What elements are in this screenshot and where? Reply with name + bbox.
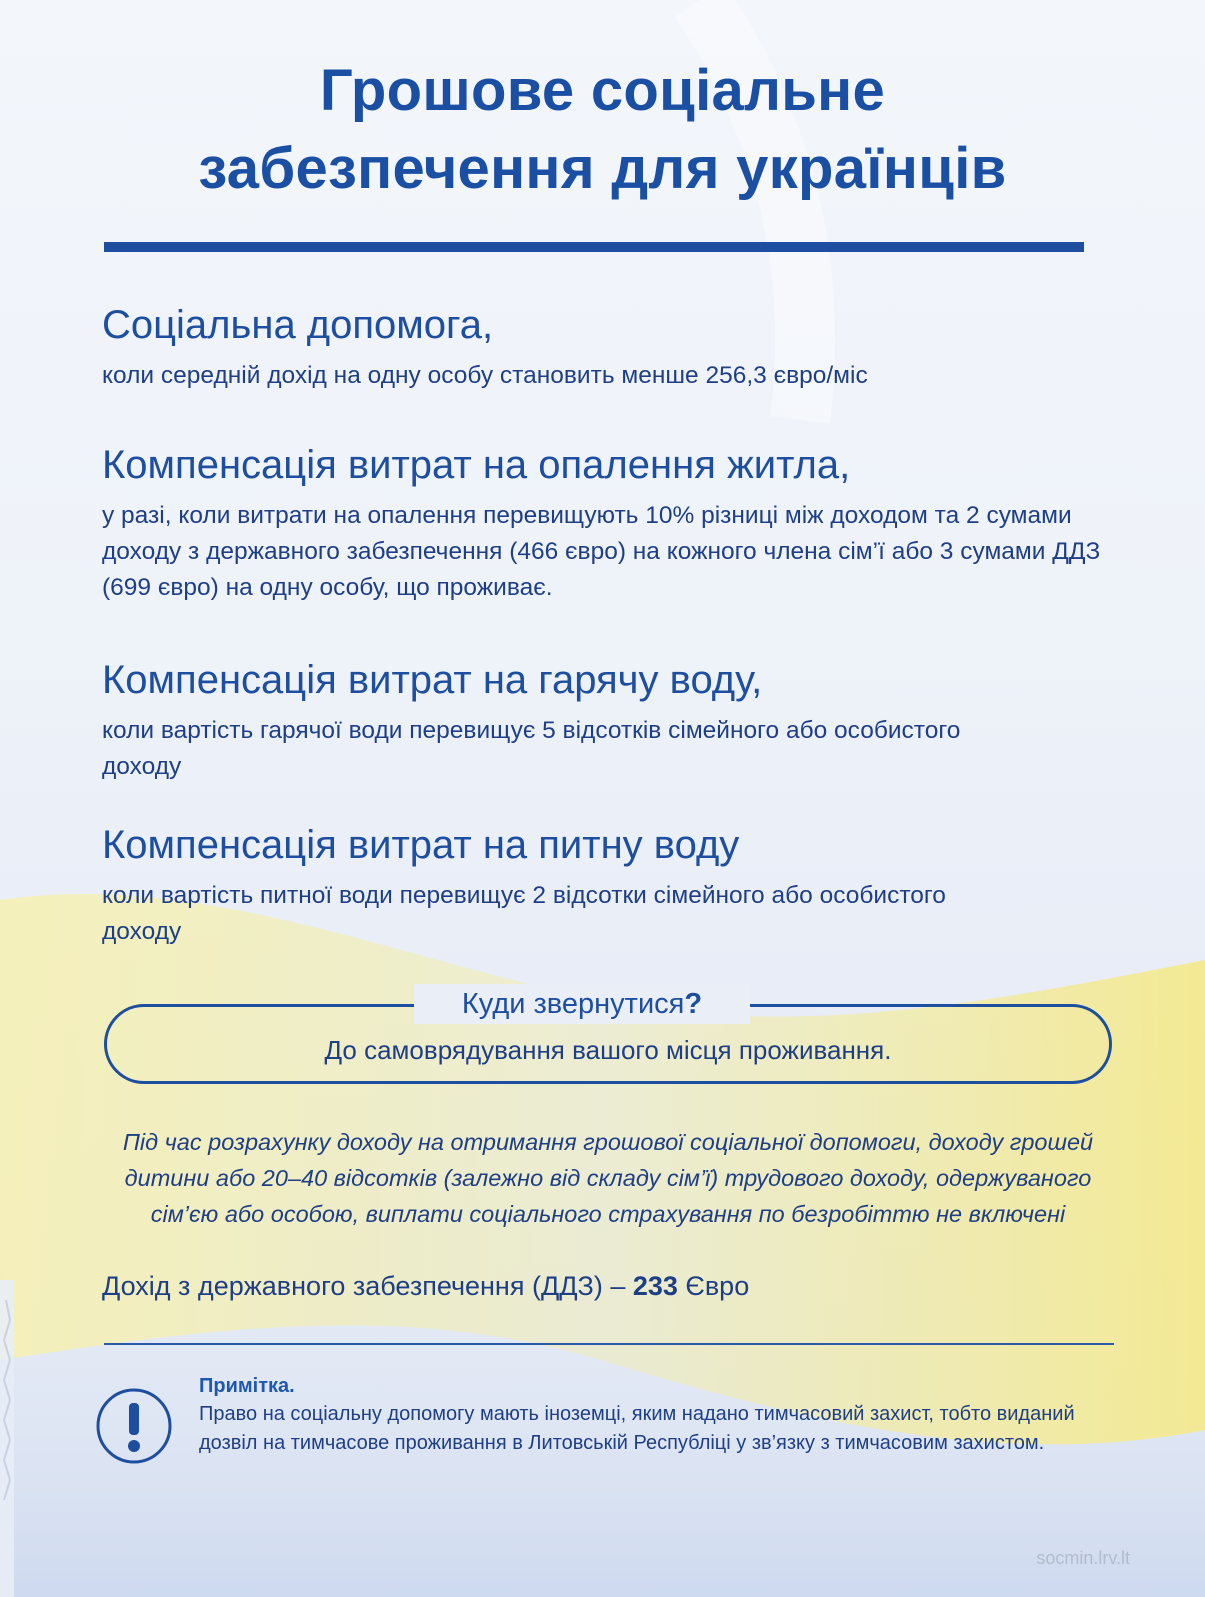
where-label-text: Куди звернутися (461, 988, 685, 1020)
income-calculation-note: Під час розрахунку доходу на отримання грошової соціальної допомоги, доходу грошей дитини або 20–40 відсотків (залежно від складу сім’ї) трудового доходу, одержуваного сім’єю або особою, виплати соціального страхування по безробіттю не включені (122, 1129, 1094, 1227)
section-heading: Соціальна допомога, (102, 303, 494, 347)
section-body: коли вартість гарячої води перевищує 5 відсотків сімейного або особистого доходу (102, 717, 961, 780)
section-heating-compensation (102, 440, 1132, 606)
where-to-apply-text: До самоврядування вашого місця проживання. (324, 1035, 892, 1065)
title-underline (104, 242, 1084, 252)
question-mark: ? (684, 988, 703, 1020)
section-body: коли середній дохід на одну особу становить менше 256,3 євро/міс (102, 362, 868, 389)
section-social-assistance (102, 300, 1132, 394)
section-body: у разі, коли витрати на опалення перевищують 10% різниці між доходом та 2 сумами доходу з державного забезпечення (466 євро) на кожного члена сім’ї або 3 сумами ДДЗ (699 євро) на одну особу, що проживає. (102, 502, 1101, 601)
page-title (60, 52, 1145, 208)
where-to-apply-label (414, 984, 750, 1024)
ddz-currency: Євро (677, 1271, 750, 1301)
title-line-2: забезпечення для українців (198, 136, 1007, 201)
section-hot-water-compensation (102, 655, 1132, 785)
section-heading: Компенсація витрат на опалення житла, (102, 443, 851, 487)
section-drinking-water-compensation (102, 820, 1132, 950)
notice-title: Примітка. (199, 1375, 295, 1397)
ddz-label: Дохід з державного забезпечення (ДДЗ) – (102, 1271, 633, 1301)
divider (104, 1343, 1114, 1345)
section-heading: Компенсація витрат на гарячу воду, (102, 658, 763, 702)
notice-text: Право на соціальну допомогу мають іноземці, яким надано тимчасовий захист, тобто виданий дозвіл на тимчасове проживання в Литовській Республіці у зв’язку з тимчасовим захистом. (199, 1403, 1075, 1454)
title-line-1: Грошове соціальне (319, 58, 886, 123)
section-heading: Компенсація витрат на питну воду (102, 823, 740, 867)
exclamation-circle-icon (94, 1386, 174, 1466)
footer-site-link[interactable]: socmin.lrv.lt (1036, 1548, 1130, 1568)
section-body: коли вартість питної води перевищує 2 відсотки сімейного або особистого доходу (102, 882, 946, 945)
ddz-amount: 233 (632, 1271, 678, 1301)
state-support-income (102, 1266, 1002, 1306)
